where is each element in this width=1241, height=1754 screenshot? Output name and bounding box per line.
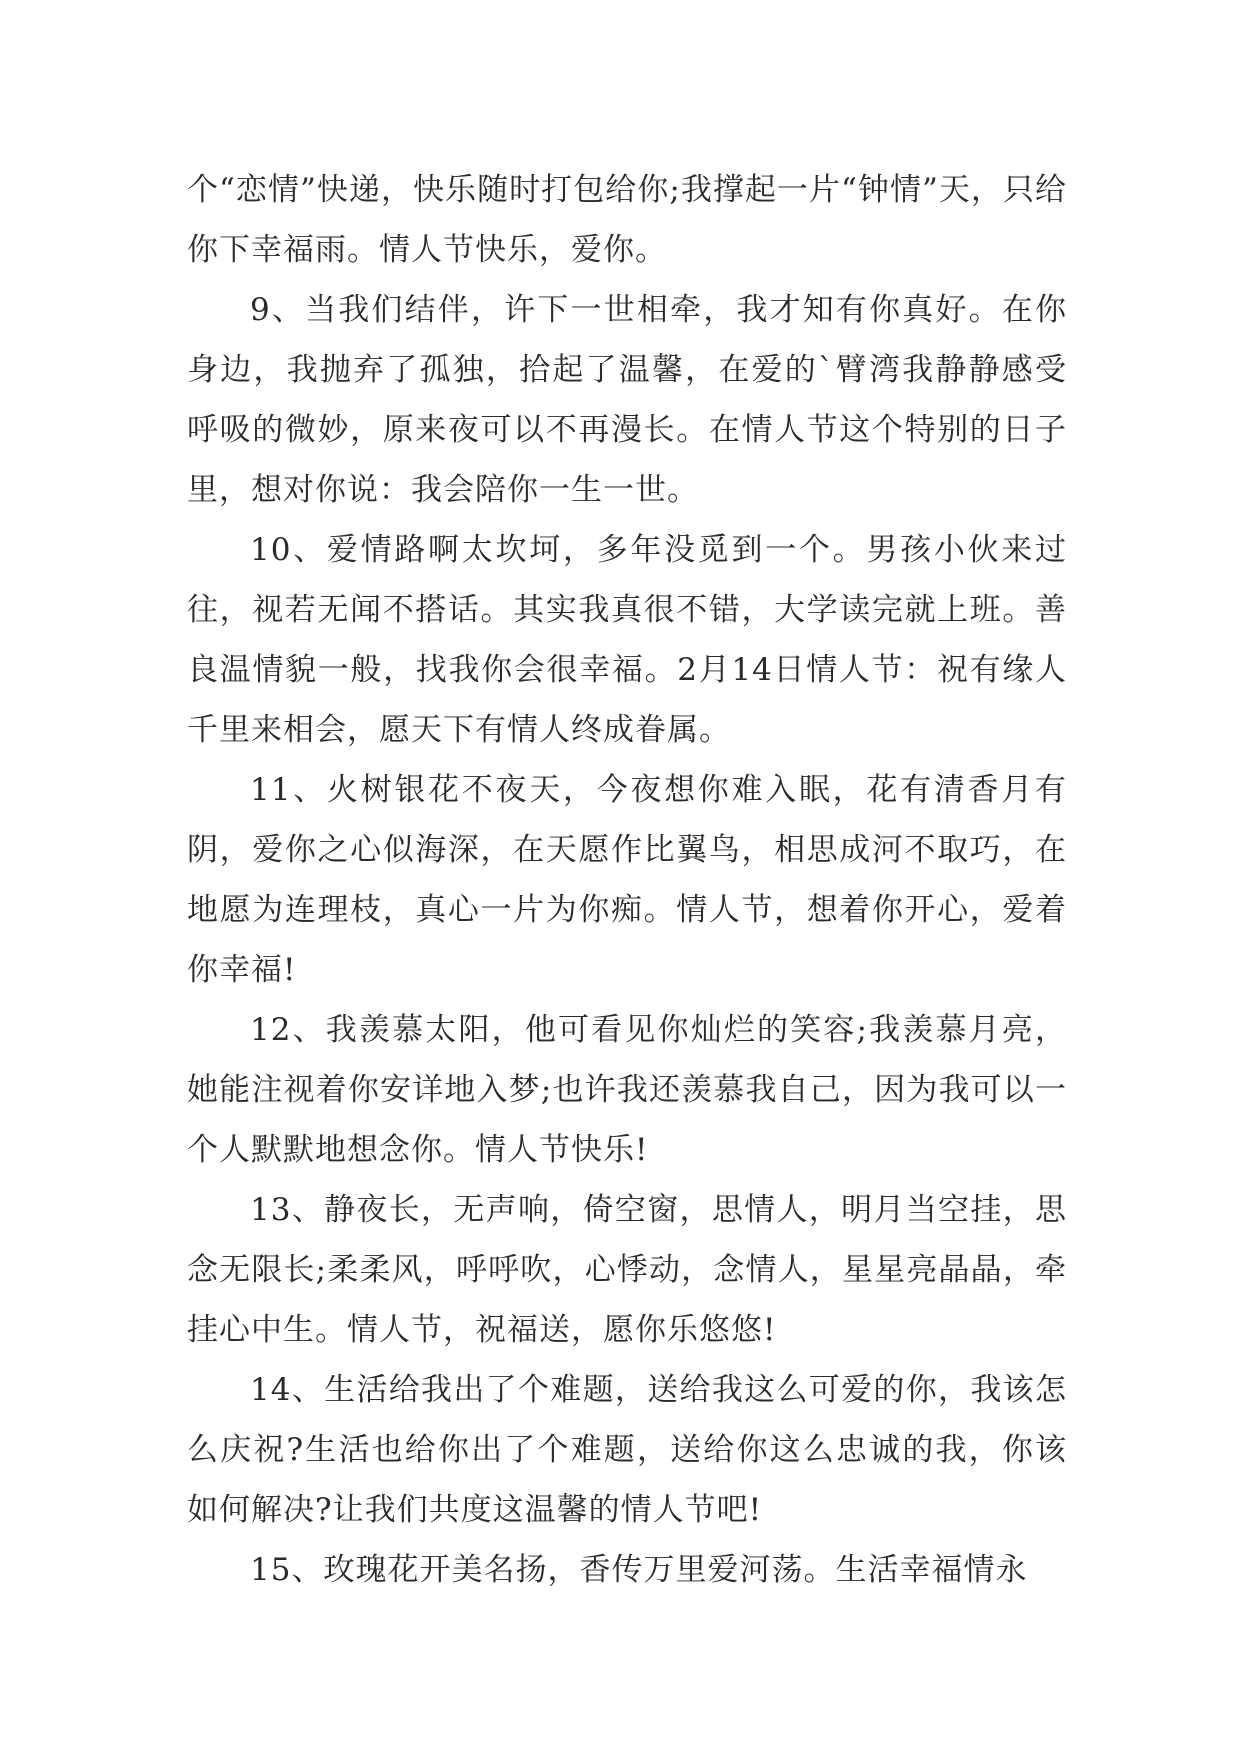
paragraph-continuation: 个“恋情”快递，快乐随时打包给你;我撑起一片“钟情”天，只给你下幸福雨。情人节快乐，爱你。: [187, 172, 1067, 268]
paragraph-item-9: 9、当我们结伴，许下一世相牵，我才知有你真好。在你身边，我抛弃了孤独，拾起了温馨，在爱的`臂湾我静静感受呼吸的微妙，原来夜可以不再漫长。在情人节这个特别的日子里，想对你说：我会陪你一生一世。: [187, 292, 1067, 508]
paragraph-item-10: 10、爱情路啊太坎坷，多年没觅到一个。男孩小伙来过往，视若无闻不搭话。其实我真很不错，大学读完就上班。善良温情貌一般，找我你会很幸福。2月14日情人节：祝有缘人千里来相会，愿天下有情人终成眷属。: [187, 532, 1067, 748]
paragraph-item-14: 14、生活给我出了个难题，送给我这么可爱的你，我该怎么庆祝?生活也给你出了个难题，送给你这么忠诚的我，你该如何解决?让我们共度这温馨的情人节吧!: [187, 1372, 1067, 1528]
paragraph-item-15: 15、玫瑰花开美名扬，香传万里爱河荡。生活幸福情永: [250, 1552, 1028, 1588]
document-body: [187, 160, 1067, 1600]
paragraph-item-11: 11、火树银花不夜天，今夜想你难入眠，花有清香月有阴，爱你之心似海深，在天愿作比翼鸟，相思成河不取巧，在地愿为连理枝，真心一片为你痴。情人节，想着你开心，爱着你幸福!: [187, 772, 1067, 988]
paragraph-item-12: 12、我羡慕太阳，他可看见你灿烂的笑容;我羡慕月亮，她能注视着你安详地入梦;也许我还羡慕我自己，因为我可以一个人默默地想念你。情人节快乐!: [187, 1012, 1067, 1168]
paragraph-item-13: 13、静夜长，无声响，倚空窗，思情人，明月当空挂，思念无限长;柔柔风，呼呼吹，心悸动，念情人，星星亮晶晶，牵挂心中生。情人节，祝福送，愿你乐悠悠!: [187, 1192, 1067, 1348]
